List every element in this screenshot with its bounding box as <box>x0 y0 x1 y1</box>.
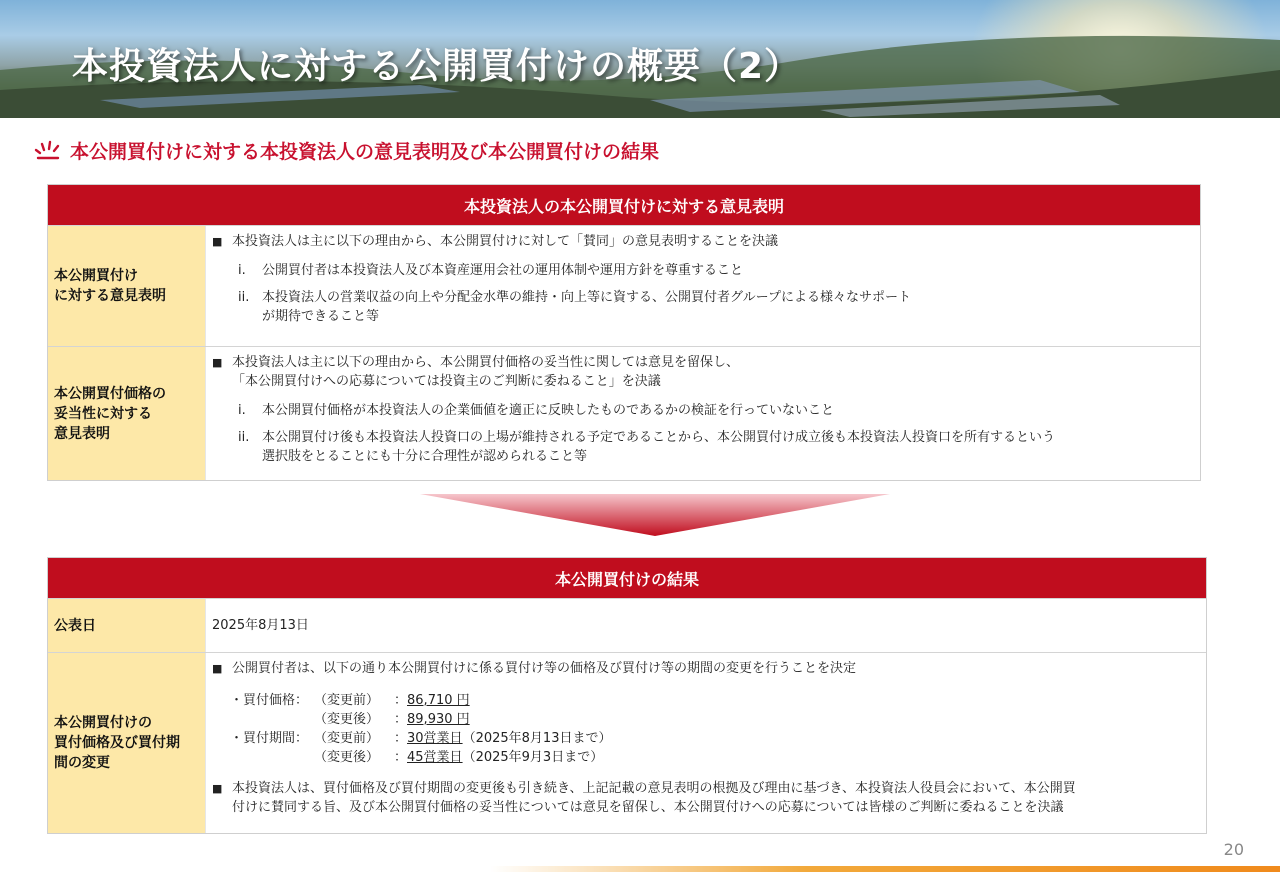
result-table <box>47 557 1207 834</box>
item-number: i. <box>238 263 246 278</box>
bullet-text-line: 付けに賛同する旨、及び本公開買付価格の妥当性については意見を留保し、本公開買付けへの応募については皆様のご判断に委ねることを決議 <box>232 800 1064 815</box>
colon: ： <box>394 693 408 708</box>
bullet-text <box>232 353 739 391</box>
row-label <box>48 226 206 346</box>
row-label: 公表日 <box>48 599 206 652</box>
square-bullet-icon: ■ <box>212 662 223 675</box>
row-body <box>206 347 1200 480</box>
price-after-line <box>230 710 1198 729</box>
square-bullet-icon: ■ <box>212 356 223 369</box>
table-row <box>48 225 1200 346</box>
row-body <box>206 226 1200 346</box>
result-table-header: 本公開買付けの結果 <box>48 558 1206 598</box>
list-item <box>212 428 1192 466</box>
period-before-note: （2025年8月13日まで） <box>462 731 612 746</box>
spacer <box>230 748 314 767</box>
row-body <box>206 599 1206 652</box>
bullet-item <box>212 779 1198 817</box>
bullet-item <box>212 659 1198 678</box>
opinion-table-header: 本投資法人の本公開買付けに対する意見表明 <box>48 185 1200 225</box>
bullet-item <box>212 353 1192 391</box>
down-arrow-icon <box>420 494 890 536</box>
burst-icon <box>34 136 62 164</box>
price-before: 86,710 円 <box>407 693 470 708</box>
bullet-text-line: 「本公開買付けへの応募については投資主のご判断に委ねること」を決議 <box>232 374 661 389</box>
header-banner <box>0 0 1280 118</box>
bullet-text-line: 本投資法人は、買付価格及び買付期間の変更後も引き続き、上記記載の意見表明の根拠及び理由に基づき、本投資法人役員会において、本公開買 <box>232 781 1076 796</box>
period-before: 30営業日 <box>407 731 463 746</box>
square-bullet-icon: ■ <box>212 782 223 795</box>
opinion-table <box>47 184 1201 481</box>
bullet-text: 公開買付者は、以下の通り本公開買付けに係る買付け等の価格及び買付け等の期間の変更を行うことを決定 <box>232 661 857 676</box>
colon: ： <box>394 731 408 746</box>
colon: ： <box>394 712 408 727</box>
item-number: i. <box>238 403 246 418</box>
period-before-line <box>230 729 1198 748</box>
table-row <box>48 598 1206 652</box>
item-text-line: 選択肢をとることにも十分に合理性が認められること等 <box>262 449 588 464</box>
label-line: 妥当性に対する <box>54 405 152 422</box>
list-item <box>212 288 1192 326</box>
before-label: （変更前） <box>314 693 380 708</box>
table-row <box>48 346 1200 480</box>
item-text-line: が期待できること等 <box>262 309 380 324</box>
price-label: ・買付価格： <box>230 693 309 708</box>
row-body <box>206 653 1206 833</box>
label-line: に対する意見表明 <box>54 288 166 304</box>
item-text-line: 本投資法人の営業収益の向上や分配金水準の維持・向上等に資する、公開買付者グループによる様々なサポート <box>262 290 911 305</box>
after-label: （変更後） <box>314 750 380 765</box>
table-row <box>48 652 1206 833</box>
bullet-text: 本投資法人は主に以下の理由から、本公開買付けに対して「賛同」の意見表明することを決議 <box>232 234 779 249</box>
item-number: ii. <box>238 430 250 445</box>
before-label: （変更前） <box>314 731 380 746</box>
page-title: 本投資法人に対する公開買付けの概要（2） <box>72 46 802 87</box>
label-line: 間の変更 <box>54 755 110 771</box>
period-after: 45営業日 <box>407 750 463 765</box>
label-line: 本公開買付け <box>54 268 138 284</box>
list-item <box>212 261 1192 280</box>
bullet-item <box>212 232 1192 251</box>
label-line: 本公開買付けの <box>54 715 152 731</box>
change-details <box>212 691 1198 767</box>
item-text: 公開買付者は本投資法人及び本資産運用会社の運用体制や運用方針を尊重すること <box>262 263 744 278</box>
spacer <box>230 710 314 729</box>
item-text-line: 本公開買付け後も本投資法人投資口の上場が維持される予定であることから、本公開買付け成立後も本投資法人投資口を所有するという <box>262 430 1056 445</box>
bullet-text <box>232 779 1076 817</box>
list-item <box>212 401 1192 420</box>
label-line: 本公開買付価格の <box>54 385 166 402</box>
item-text <box>262 428 1192 466</box>
label-line: 意見表明 <box>54 425 110 442</box>
square-bullet-icon: ■ <box>212 235 223 248</box>
item-text: 本公開買付価格が本投資法人の企業価値を適正に反映したものであるかの検証を行っていないこと <box>262 403 835 418</box>
row-label <box>48 347 206 480</box>
period-after-note: （2025年9月3日まで） <box>462 750 604 765</box>
announcement-date: 2025年8月13日 <box>212 618 309 633</box>
colon: ： <box>394 750 408 765</box>
section-heading <box>34 136 659 164</box>
section-heading-text: 本公開買付けに対する本投資法人の意見表明及び本公開買付けの結果 <box>70 140 660 163</box>
row-label <box>48 653 206 833</box>
item-number: ii. <box>238 290 250 305</box>
period-label: ・買付期間： <box>230 731 309 746</box>
label-line: 買付価格及び買付期 <box>54 735 180 751</box>
price-before-line <box>230 691 1198 710</box>
footer-accent-line <box>490 866 1280 872</box>
after-label: （変更後） <box>314 712 380 727</box>
item-text <box>262 288 1192 326</box>
price-after: 89,930 円 <box>407 712 470 727</box>
page-number: 20 <box>1223 840 1244 859</box>
bullet-text-line: 本投資法人は主に以下の理由から、本公開買付価格の妥当性に関しては意見を留保し、 <box>232 355 740 370</box>
period-after-line <box>230 748 1198 767</box>
